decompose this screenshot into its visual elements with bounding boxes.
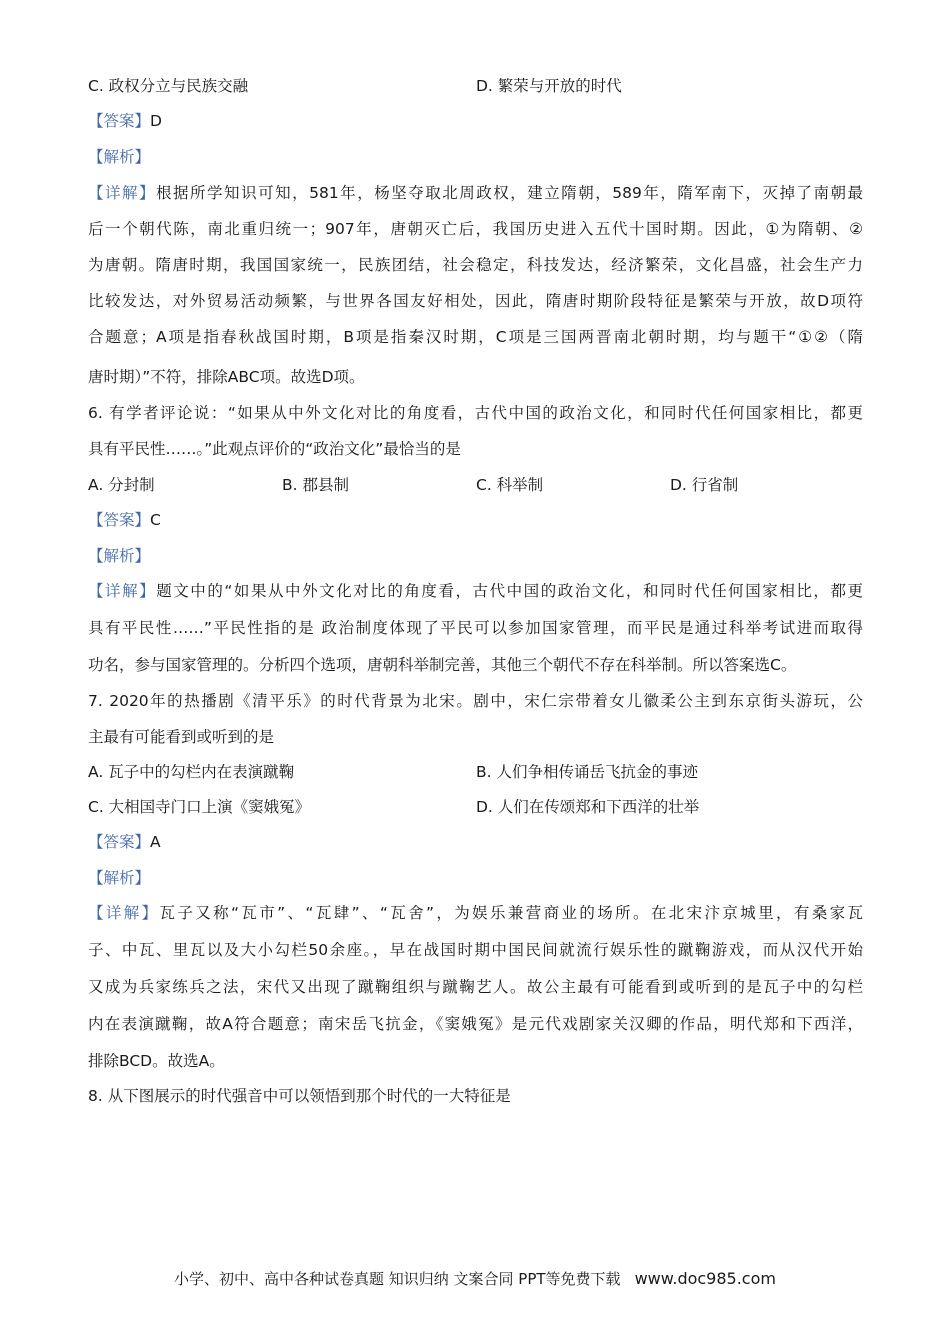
q5-detail-line: 唐时期）”不符，排除ABC项。故选D项。	[88, 368, 365, 386]
answer-value: D	[150, 112, 162, 130]
q6-option-d: D. 行省制	[670, 476, 739, 494]
q6-answer: 【答案】C	[88, 511, 161, 529]
q5-detail-line: 为唐朝。隋唐时期，我国国家统一，民族团结，社会稳定，科技发达，经济繁荣，文化昌盛，社会生产力	[88, 256, 863, 274]
q7-question-line: 主最有可能看到或听到的是	[88, 728, 275, 746]
q5-analysis-heading: 【解析】	[88, 148, 151, 166]
q7-detail-line: 又成为兵家练兵之法，宋代又出现了蹴鞠组织与蹴鞠艺人。故公主最有可能看到或听到的是瓦子中的勾栏	[88, 978, 863, 996]
q6-option-a: A. 分封制	[88, 476, 155, 494]
q6-option-c: C. 科举制	[476, 476, 544, 494]
q7-question-line: 7. 2020年的热播剧《清平乐》的时代背景为北宋。剧中，宋仁宗带着女儿徽柔公主到东京街头游玩，公	[88, 692, 863, 710]
q7-option-d: D. 人们在传颂郑和下西洋的壮举	[476, 798, 700, 816]
detail-tag: 【详解】	[88, 184, 157, 202]
q7-detail-line: 内在表演蹴鞠，故A符合题意；南宋岳飞抗金，《窦娥冤》是元代戏剧家关汉卿的作品，明代郑和下西洋，	[88, 1015, 863, 1033]
q7-analysis-heading: 【解析】	[88, 869, 151, 887]
page-footer	[0, 1268, 950, 1289]
q6-option-b: B. 郡县制	[282, 476, 349, 494]
q6-question-line: 6. 有学者评论说：“如果从中外文化对比的角度看，古代中国的政治文化，和同时代任何国家相比，都更	[88, 404, 863, 422]
answer-tag: 【答案】	[88, 112, 151, 130]
q5-option-d: D. 繁荣与开放的时代	[476, 77, 622, 95]
q5-detail-line: 【详解】根据所学知识可知，581年，杨坚夺取北周政权，建立隋朝，589年，隋军南下，灭掉了南朝最	[88, 184, 863, 202]
q7-answer: 【答案】A	[88, 833, 161, 851]
q7-option-b: B. 人们争相传诵岳飞抗金的事迹	[476, 763, 698, 781]
q7-detail-line: 【详解】瓦子又称“瓦市”、“瓦肆”、“瓦舍”，为娱乐兼营商业的场所。在北宋汴京城里，有桑家瓦	[88, 904, 863, 922]
q6-question-line: 具有平民性……。”此观点评价的“政治文化”最恰当的是	[88, 440, 461, 458]
q7-option-a: A. 瓦子中的勾栏内在表演蹴鞠	[88, 763, 295, 781]
q7-detail-line: 排除BCD。故选A。	[88, 1052, 225, 1070]
q5-option-c: C. 政权分立与民族交融	[88, 77, 249, 95]
q7-option-c: C. 大相国寺门口上演《窦娥冤》	[88, 798, 311, 816]
q5-detail-line: 比较发达，对外贸易活动频繁，与世界各国友好相处，因此，隋唐时期阶段特征是繁荣与开放，故D项符	[88, 292, 863, 310]
q6-detail-line: 【详解】题文中的“如果从中外文化对比的角度看，古代中国的政治文化，和同时代任何国家相比，都更	[88, 582, 863, 600]
q6-analysis-heading: 【解析】	[88, 547, 151, 565]
q5-answer	[88, 110, 162, 132]
q5-detail-line: 后一个朝代陈，南北重归统一；907年，唐朝灭亡后，我国历史进入五代十国时期。因此，①为隋朝、②	[88, 220, 863, 238]
q6-detail-line: 具有平民性……”平民性指的是 政治制度体现了平民可以参加国家管理，而平民是通过科举考试进而取得	[88, 619, 863, 637]
q5-detail-line: 合题意；A项是指春秋战国时期，B项是指秦汉时期，C项是三国两晋南北朝时期，均与题干“①②（隋	[88, 328, 863, 346]
footer-text: 小学、初中、高中各种试卷真题 知识归纳 文案合同 PPT等免费下载	[174, 1270, 621, 1288]
footer-url: www.doc985.com	[634, 1269, 776, 1288]
q6-detail-line: 功名，参与国家管理的。分析四个选项，唐朝科举制完善，其他三个朝代不存在科举制。所以答案选C。	[88, 656, 797, 674]
q8-question: 8. 从下图展示的时代强音中可以领悟到那个时代的一大特征是	[88, 1087, 511, 1105]
q7-detail-line: 子、中瓦、里瓦以及大小勾栏50余座。，早在战国时期中国民间就流行娱乐性的蹴鞠游戏，而从汉代开始	[88, 941, 863, 959]
